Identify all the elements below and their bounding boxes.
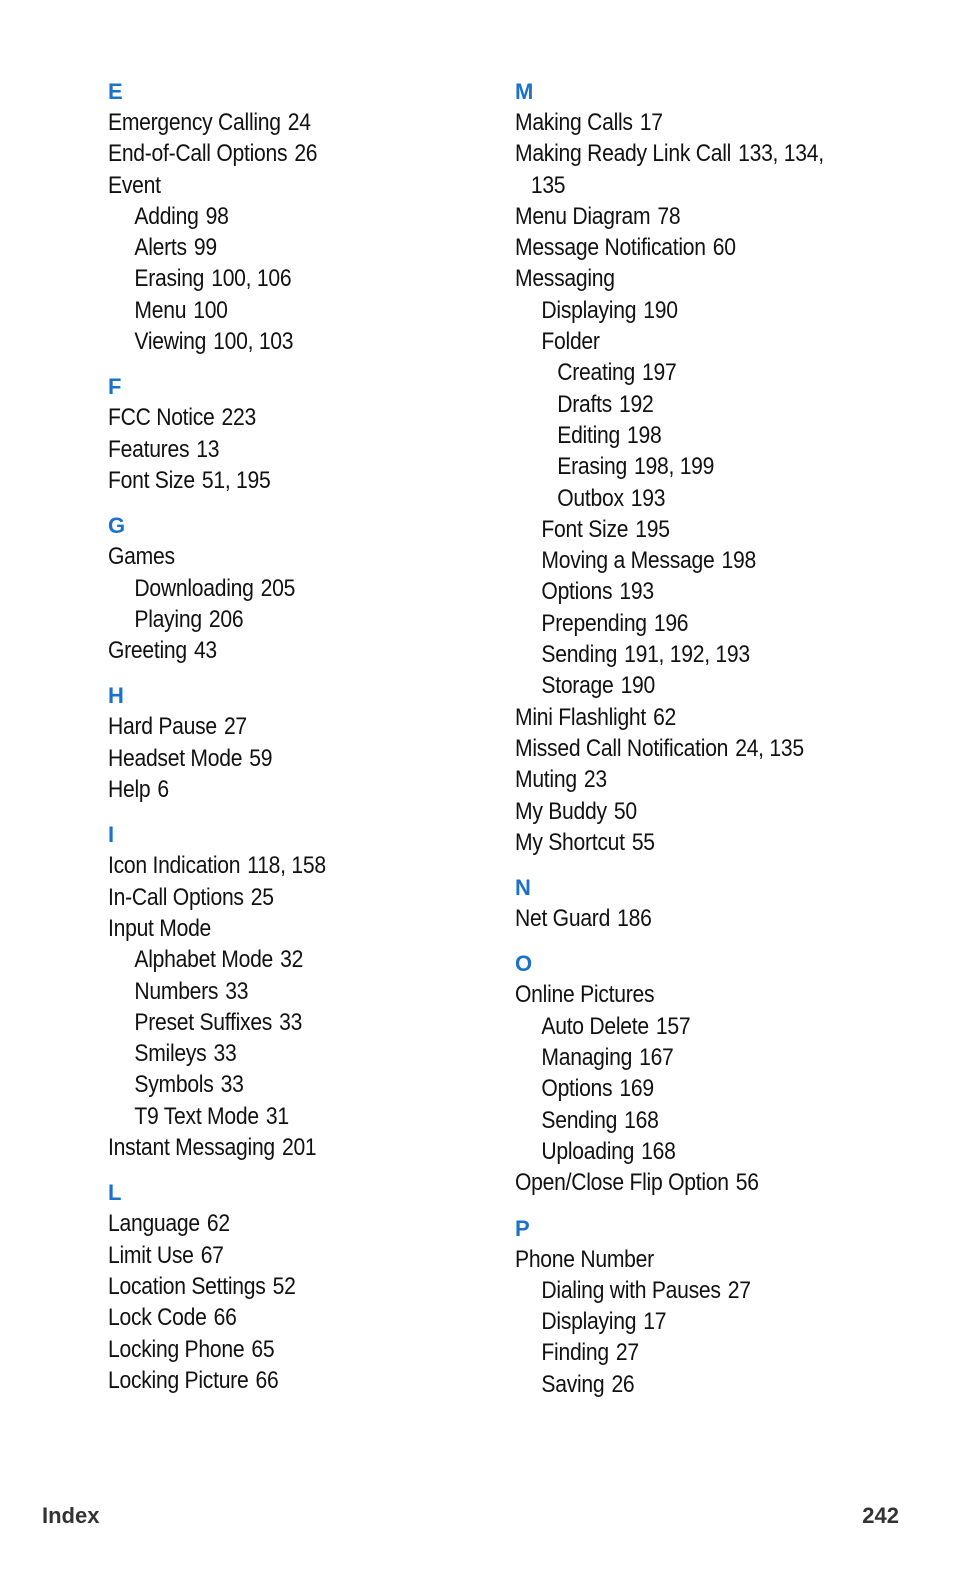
entry-pages: 198 [721, 547, 756, 575]
entry-term: Erasing [134, 265, 205, 293]
index-entry [515, 357, 954, 388]
entry-term: Symbols [134, 1071, 214, 1099]
entry-term: Storage [541, 672, 614, 700]
entry-term: Message Notification [515, 234, 706, 262]
index-entry [108, 711, 486, 742]
entry-pages: 26 [611, 1370, 635, 1398]
entry-term: Alphabet Mode [134, 946, 274, 974]
index-entry [108, 1101, 512, 1132]
index-entry [108, 1069, 512, 1100]
index-entry [108, 1038, 512, 1069]
index-entry [515, 451, 954, 482]
entry-pages: 197 [642, 359, 677, 387]
entry-term: Input Mode [108, 914, 212, 942]
entry-pages: 198, 199 [634, 453, 715, 481]
index-entry [108, 201, 512, 232]
index-entry [515, 576, 954, 607]
entry-term: Locking Picture [108, 1366, 249, 1394]
entry-pages: 24 [287, 109, 311, 136]
section-letter: L [108, 1180, 122, 1206]
entry-term: Preset Suffixes [134, 1008, 273, 1036]
index-entry [515, 420, 954, 451]
entry-term: Making Ready Link Call [515, 140, 732, 168]
index-entry [515, 764, 933, 795]
entry-term: Open/Close Flip Option [515, 1169, 729, 1197]
index-entry [108, 232, 512, 263]
index-entry [108, 743, 486, 774]
entry-pages: 223 [221, 404, 257, 432]
entry-pages: 33 [220, 1071, 244, 1099]
entry-term: Options [541, 578, 613, 606]
index-entry [515, 979, 933, 1010]
index-entry [515, 1011, 954, 1042]
entry-pages: 133, 134, [738, 140, 824, 168]
entry-term: Net Guard [515, 905, 611, 933]
entry-pages: 192 [619, 390, 654, 418]
entry-pages: 190 [620, 672, 656, 700]
entry-pages: 100 [193, 296, 228, 324]
entry-pages: 51, 195 [201, 466, 271, 494]
entry-pages: 65 [251, 1335, 275, 1363]
entry-term: Creating [557, 359, 635, 387]
entry-term: Sending [541, 1106, 618, 1134]
entry-pages: 168 [624, 1106, 659, 1134]
entry-term: In-Call Options [108, 883, 244, 911]
index-entry [108, 604, 512, 635]
index-entry [515, 326, 954, 357]
footer-section-label: Index [42, 1503, 100, 1528]
index-entry [515, 639, 954, 670]
entry-term: Sending [541, 641, 618, 669]
entry-term: Messaging [515, 265, 615, 293]
index-entry [515, 796, 933, 827]
entry-term: Menu Diagram [515, 202, 651, 230]
entry-term: Viewing [134, 328, 207, 356]
index-entry [515, 389, 954, 420]
section-letter: G [108, 513, 126, 539]
entry-pages: 23 [583, 766, 607, 794]
footer-page-number: 242 [862, 1503, 899, 1528]
index-entry [108, 326, 512, 357]
entry-pages: 59 [249, 744, 273, 772]
entry-pages: 27 [223, 713, 247, 741]
index-entry [108, 1365, 486, 1396]
entry-term: Prepending [541, 609, 647, 637]
entry-pages: 62 [653, 703, 677, 731]
entry-pages: 186 [617, 905, 652, 933]
entry-term: Font Size [541, 515, 629, 543]
index-section-g [108, 510, 488, 666]
index-entry [515, 1306, 954, 1337]
index-entry [515, 545, 954, 576]
entry-term: Finding [541, 1339, 609, 1367]
entry-term: Help [108, 776, 151, 804]
entry-pages: 157 [655, 1012, 691, 1040]
index-entry [515, 483, 954, 514]
index-entry [515, 733, 933, 764]
entry-term: Locking Phone [108, 1335, 245, 1363]
index-entry [108, 295, 512, 326]
index-column-left [108, 76, 488, 1396]
entry-pages: 67 [200, 1241, 224, 1269]
index-section-i [108, 819, 488, 1163]
entry-pages: 33 [225, 977, 249, 1005]
entry-pages: 27 [615, 1339, 639, 1367]
entry-pages: 31 [265, 1102, 289, 1130]
section-letter: I [108, 822, 115, 848]
entry-pages: 52 [272, 1272, 296, 1300]
index-entry [515, 1105, 954, 1136]
entry-term: Emergency Calling [108, 109, 281, 136]
entry-term: Hard Pause [108, 713, 217, 741]
entry-pages: 118, 158 [247, 852, 326, 880]
entry-pages: 55 [631, 828, 655, 856]
section-letter: N [515, 875, 531, 901]
entry-term: Downloading [134, 574, 254, 602]
index-entry [108, 1271, 486, 1302]
index-entry [108, 1240, 486, 1271]
section-letter: F [108, 374, 122, 400]
entry-term: Displaying [541, 1308, 637, 1336]
index-entry [515, 670, 954, 701]
index-entry [108, 1007, 512, 1038]
index-entry [108, 107, 486, 138]
entry-pages: 62 [206, 1210, 230, 1238]
entry-term: Editing [557, 421, 620, 449]
entry-pages: 66 [213, 1304, 237, 1332]
entry-term: Language [108, 1210, 200, 1238]
entry-pages: 190 [643, 296, 678, 324]
entry-term: Folder [541, 328, 600, 356]
index-entry [108, 434, 486, 465]
entry-term: Adding [134, 202, 199, 230]
entry-pages: 32 [280, 946, 304, 974]
index-entry [108, 402, 486, 433]
entry-term: Alerts [134, 234, 187, 262]
entry-pages: 13 [196, 435, 220, 463]
index-entry [108, 882, 486, 913]
index-section-l [108, 1177, 488, 1396]
index-entry [108, 976, 512, 1007]
section-letter: O [515, 951, 533, 977]
index-entry [515, 903, 933, 934]
index-section-n [515, 872, 935, 934]
index-entry [108, 1302, 486, 1333]
entry-term: Erasing [557, 453, 628, 481]
index-entry [108, 1334, 486, 1365]
entry-term: Online Pictures [515, 981, 655, 1009]
index-entry [515, 1369, 954, 1400]
index-entry [515, 263, 933, 294]
entry-pages: 206 [208, 605, 244, 633]
index-entry [515, 107, 933, 138]
index-entry [515, 1337, 954, 1368]
entry-term: Icon Indication [108, 852, 241, 880]
entry-pages: 33 [279, 1008, 303, 1036]
entry-term: Saving [541, 1370, 605, 1398]
entry-term: Auto Delete [541, 1012, 649, 1040]
index-section-o [515, 948, 935, 1198]
entry-pages: 168 [641, 1137, 676, 1165]
index-section-p [515, 1213, 935, 1400]
entry-term: Uploading [541, 1137, 635, 1165]
index-entry [515, 514, 954, 545]
entry-term: Making Calls [515, 109, 633, 136]
entry-pages: 17 [639, 109, 663, 136]
index-section-e [108, 76, 488, 357]
index-entry [515, 608, 954, 639]
section-letter: M [515, 79, 534, 104]
entry-term: Mini Flashlight [515, 703, 647, 731]
entry-pages: 50 [613, 797, 637, 825]
index-entry [108, 635, 486, 666]
entry-term: My Buddy [515, 797, 607, 825]
entry-pages: 27 [727, 1276, 751, 1304]
entry-pages: 100, 103 [213, 328, 294, 356]
entry-pages: 201 [281, 1134, 317, 1162]
entry-term: FCC Notice [108, 404, 215, 432]
entry-term: Lock Code [108, 1304, 207, 1332]
entry-term: Moving a Message [541, 547, 715, 575]
entry-term: Limit Use [108, 1241, 194, 1269]
entry-term: Phone Number [515, 1245, 654, 1273]
index-entry [515, 1042, 954, 1073]
index-entry [515, 201, 933, 232]
entry-term: Greeting [108, 637, 187, 665]
entry-term: Location Settings [108, 1272, 266, 1300]
index-entry [108, 1132, 486, 1163]
entry-pages: 167 [639, 1044, 674, 1072]
entry-term: Outbox [557, 484, 624, 512]
entry-pages: 99 [193, 234, 217, 262]
entry-term: Menu [134, 296, 187, 324]
entry-pages: 78 [657, 202, 681, 230]
entry-term: Missed Call Notification [515, 734, 729, 762]
entry-term: T9 Text Mode [134, 1102, 259, 1130]
entry-pages-continuation: 135 [530, 171, 566, 199]
entry-pages: 191, 192, 193 [624, 641, 750, 669]
entry-pages: 25 [250, 883, 274, 911]
entry-pages: 66 [255, 1366, 279, 1394]
index-entry [108, 170, 486, 201]
entry-pages: 33 [213, 1040, 237, 1068]
entry-pages: 60 [712, 234, 736, 262]
entry-term: Displaying [541, 296, 637, 324]
index-entry [515, 1136, 954, 1167]
index-section-h [108, 680, 488, 805]
index-entry [515, 827, 933, 858]
index-column-right [515, 76, 935, 1400]
section-letter: P [515, 1215, 530, 1241]
index-entry [108, 263, 512, 294]
entry-term: Playing [134, 605, 202, 633]
entry-pages: 43 [193, 637, 217, 665]
section-letter: E [108, 79, 123, 104]
entry-term: Event [108, 171, 161, 199]
entry-term: Options [541, 1075, 613, 1103]
entry-pages: 196 [653, 609, 689, 637]
entry-term: Smileys [134, 1040, 207, 1068]
entry-term: Drafts [557, 390, 612, 418]
entry-term: My Shortcut [515, 828, 625, 856]
entry-term: Dialing with Pauses [541, 1276, 721, 1304]
entry-term: Instant Messaging [108, 1134, 275, 1162]
entry-pages: 26 [294, 140, 318, 168]
entry-term: Managing [541, 1044, 633, 1072]
entry-term: Features [108, 435, 190, 463]
index-entry [108, 944, 512, 975]
entry-pages: 193 [619, 578, 654, 606]
entry-term: End-of-Call Options [108, 140, 288, 168]
index-entry [108, 1208, 486, 1239]
index-entry [515, 1073, 954, 1104]
index-entry [108, 850, 486, 881]
index-entry [108, 774, 486, 805]
index-entry [515, 1244, 933, 1275]
entry-pages: 193 [630, 484, 666, 512]
section-letter: H [108, 683, 124, 709]
entry-term: Numbers [134, 977, 219, 1005]
index-entry [108, 138, 486, 169]
page-footer [42, 1503, 899, 1537]
index-section-f [108, 371, 488, 496]
entry-pages: 205 [260, 574, 296, 602]
index-entry [515, 1167, 933, 1198]
entry-pages: 24, 135 [735, 734, 804, 762]
index-section-m [515, 76, 935, 858]
entry-pages: 195 [635, 515, 670, 543]
entry-term: Games [108, 543, 175, 571]
entry-term: Muting [515, 766, 577, 794]
index-entry [108, 573, 512, 604]
index-entry [515, 138, 933, 169]
entry-pages: 56 [735, 1169, 759, 1197]
index-entry [515, 295, 954, 326]
entry-term: Headset Mode [108, 744, 243, 772]
entry-pages: 100, 106 [211, 265, 292, 293]
index-entry [515, 1275, 954, 1306]
entry-term: Font Size [108, 466, 195, 494]
entry-pages: 98 [205, 202, 229, 230]
entry-pages: 17 [643, 1308, 667, 1336]
index-entry [108, 465, 486, 496]
entry-pages: 169 [619, 1075, 654, 1103]
index-entry [108, 541, 486, 572]
entry-pages: 198 [627, 421, 662, 449]
index-entry [515, 702, 933, 733]
index-entry [108, 913, 486, 944]
entry-pages: 6 [157, 776, 169, 804]
index-entry [515, 232, 933, 263]
